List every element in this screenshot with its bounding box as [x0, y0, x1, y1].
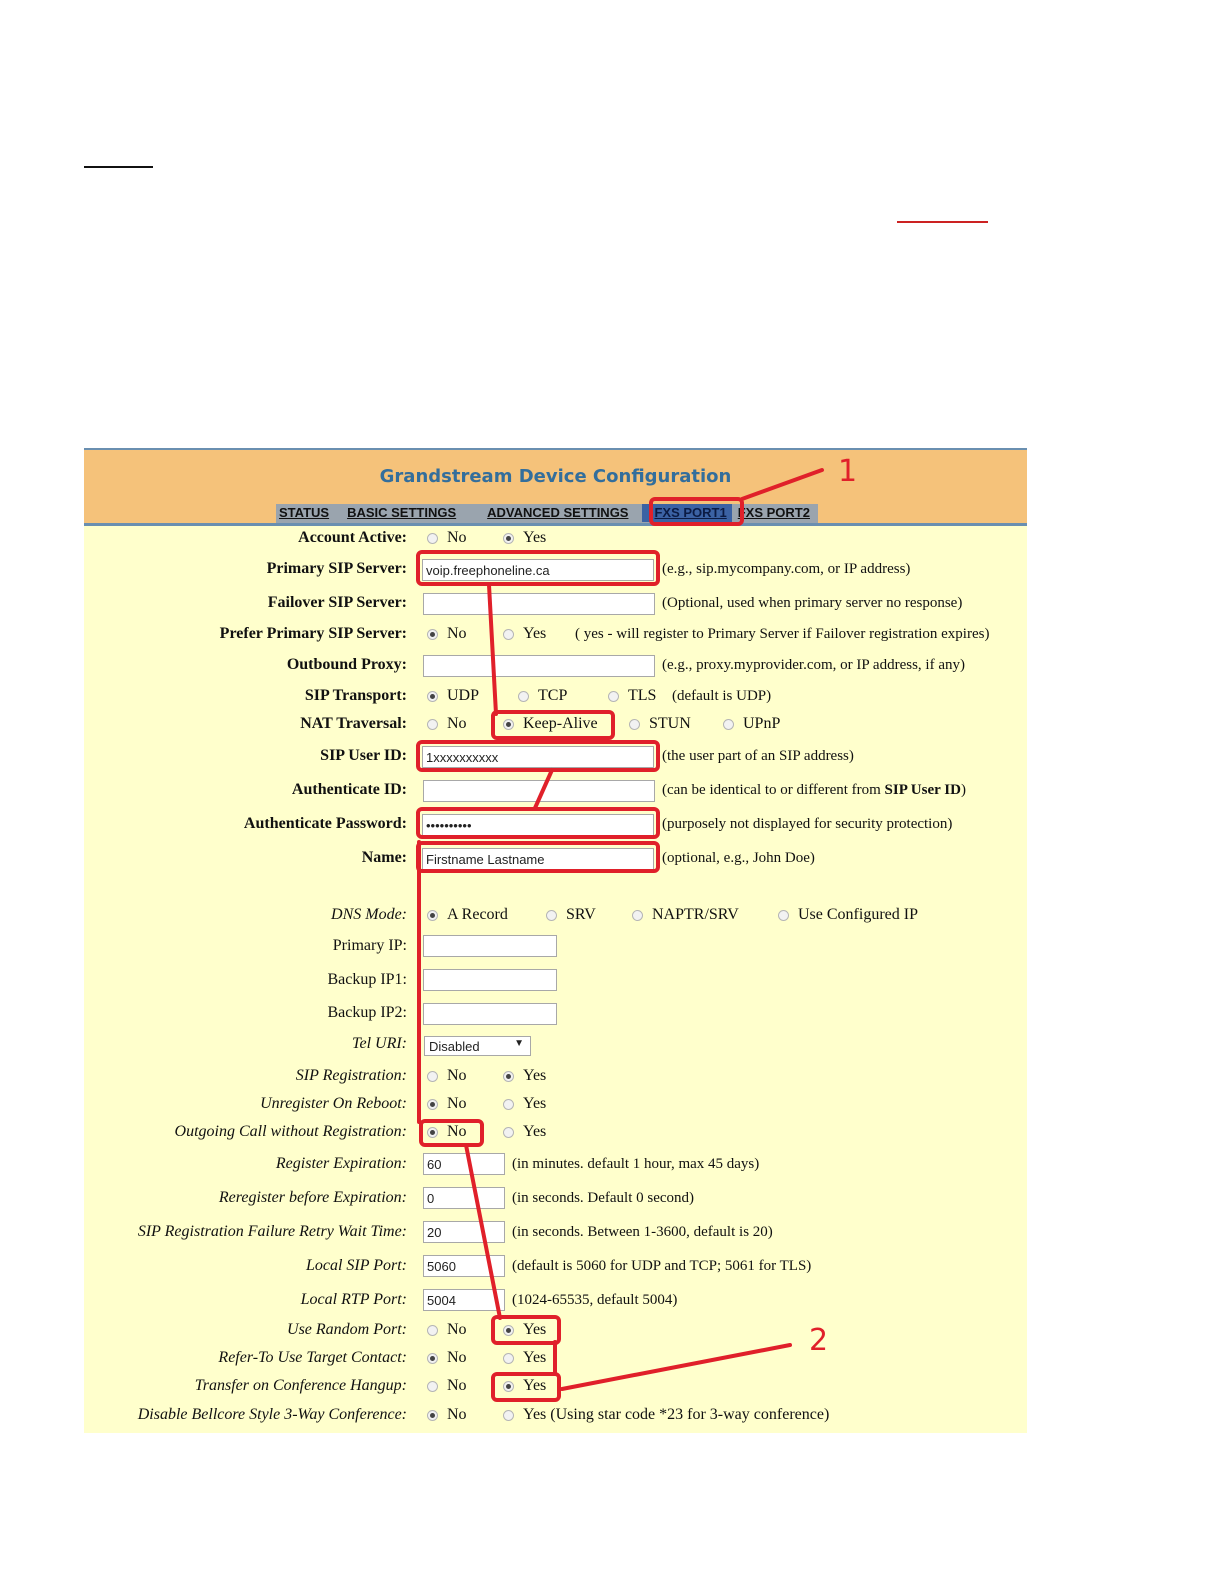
backup-ip2-label: Backup IP2:: [327, 1004, 407, 1021]
page-title: Grandstream Device Configuration: [379, 466, 732, 487]
radio-dot: [503, 719, 514, 730]
sip-transport-udp-radio[interactable]: [427, 687, 479, 705]
radio-dot: [503, 1353, 514, 1364]
backup-ip1-input[interactable]: [423, 969, 557, 991]
dns-mode-srv-radio[interactable]: [546, 906, 596, 924]
annotation-marker-2: 2: [809, 1323, 829, 1358]
transfer-hangup-label: Transfer on Conference Hangup:: [194, 1377, 407, 1394]
nat-traversal-keepalive-radio[interactable]: [503, 715, 598, 733]
tel-uri-label: Tel URI:: [352, 1035, 407, 1052]
radio-label: No: [447, 1123, 467, 1140]
reregister-input[interactable]: 0: [423, 1187, 505, 1209]
sip-registration-yes-radio[interactable]: [503, 1067, 546, 1085]
hint-bold-text: SIP User ID: [884, 782, 961, 798]
radio-dot: [503, 1325, 514, 1336]
primary-sip-server-hint: (e.g., sip.mycompany.com, or IP address): [662, 561, 911, 577]
radio-label: No: [447, 1095, 467, 1112]
radio-label: Yes (Using star code *23 for 3-way conference): [523, 1406, 830, 1423]
transfer-hangup-no-radio[interactable]: [427, 1377, 467, 1395]
sip-registration-no-radio[interactable]: [427, 1067, 467, 1085]
backup-ip1-label: Backup IP1:: [327, 971, 407, 988]
bellcore-yes-radio[interactable]: [503, 1406, 829, 1424]
radio-dot: [778, 910, 789, 921]
name-label: Name:: [361, 849, 407, 866]
radio-label: No: [447, 1406, 467, 1423]
authenticate-id-input[interactable]: [423, 780, 655, 802]
authenticate-password-hint: (purposely not displayed for security protection): [662, 816, 953, 832]
radio-dot: [518, 691, 529, 702]
radio-label: STUN: [649, 715, 691, 732]
tab-fxs-port2[interactable]: FXS PORT2: [737, 505, 810, 520]
local-rtp-port-input[interactable]: 5004: [423, 1289, 505, 1311]
radio-dot: [608, 691, 619, 702]
nat-traversal-stun-radio[interactable]: [629, 715, 691, 733]
transfer-hangup-yes-radio[interactable]: [503, 1377, 546, 1395]
sip-transport-tcp-radio[interactable]: [518, 687, 567, 705]
nav-tabs: [276, 504, 818, 523]
radio-dot: [427, 1127, 438, 1138]
primary-ip-input[interactable]: [423, 935, 557, 957]
radio-label: A Record: [447, 906, 508, 923]
prefer-primary-hint: ( yes - will register to Primary Server if Failover registration expires): [575, 626, 990, 642]
prefer-primary-label: Prefer Primary SIP Server:: [219, 625, 407, 642]
sip-transport-tls-radio[interactable]: [608, 687, 656, 705]
radio-label: Yes: [523, 1123, 547, 1140]
radio-dot: [503, 1381, 514, 1392]
local-sip-port-label: Local SIP Port:: [305, 1257, 407, 1274]
backup-ip2-input[interactable]: [423, 1003, 557, 1025]
account-active-label: Account Active:: [298, 529, 407, 546]
radio-dot: [546, 910, 557, 921]
tab-status[interactable]: STATUS: [279, 505, 330, 520]
radio-label: Yes: [523, 1349, 547, 1366]
retry-wait-label: SIP Registration Failure Retry Wait Time:: [137, 1223, 407, 1240]
outgoing-without-reg-label: Outgoing Call without Registration:: [174, 1123, 407, 1140]
dns-mode-configured-ip-radio[interactable]: [778, 906, 918, 924]
hint-text: (can be identical to or different from: [662, 782, 885, 798]
radio-dot: [503, 1099, 514, 1110]
disable-bellcore-label: Disable Bellcore Style 3-Way Conference:: [137, 1406, 407, 1423]
prefer-primary-yes-radio[interactable]: [503, 625, 546, 643]
dns-mode-a-record-radio[interactable]: [427, 906, 508, 924]
primary-sip-server-label: Primary SIP Server:: [266, 560, 407, 577]
radio-dot: [427, 910, 438, 921]
radio-label: No: [447, 1321, 467, 1338]
unregister-yes-radio[interactable]: [503, 1095, 546, 1113]
radio-dot: [503, 629, 514, 640]
radio-dot: [723, 719, 734, 730]
failover-sip-server-label: Failover SIP Server:: [267, 594, 407, 611]
local-rtp-port-label: Local RTP Port:: [300, 1291, 407, 1308]
refer-to-label: Refer-To Use Target Contact:: [218, 1349, 407, 1366]
name-hint: (optional, e.g., John Doe): [662, 850, 815, 866]
radio-dot: [629, 719, 640, 730]
radio-label: Yes: [523, 1321, 547, 1338]
radio-label: TCP: [538, 687, 568, 704]
radio-label: Yes: [523, 529, 547, 546]
local-sip-port-hint: (default is 5060 for UDP and TCP; 5061 for TLS): [512, 1258, 812, 1274]
radio-label: Yes: [523, 625, 547, 642]
account-active-yes-radio[interactable]: [503, 529, 546, 547]
radio-dot: [427, 1381, 438, 1392]
radio-label: No: [447, 625, 467, 642]
register-expiration-label: Register Expiration:: [275, 1155, 407, 1172]
radio-dot: [427, 629, 438, 640]
sip-user-id-label: SIP User ID:: [320, 747, 407, 764]
local-sip-port-input[interactable]: 5060: [423, 1255, 505, 1277]
unregister-on-reboot-label: Unregister On Reboot:: [260, 1095, 407, 1112]
prefer-primary-no-radio[interactable]: [427, 625, 467, 643]
radio-label: UPnP: [743, 715, 781, 732]
select-value: Disabled: [429, 1039, 480, 1054]
sip-transport-label: SIP Transport:: [304, 687, 407, 704]
primary-sip-server-input[interactable]: voip.freephoneline.ca: [422, 559, 654, 581]
bellcore-no-radio[interactable]: [427, 1406, 467, 1424]
header-divider: [84, 523, 1027, 526]
radio-dot: [427, 691, 438, 702]
radio-dot: [427, 1071, 438, 1082]
sip-transport-hint: (default is UDP): [672, 688, 772, 704]
dns-mode-naptr-srv-radio[interactable]: [632, 906, 739, 924]
outbound-proxy-label: Outbound Proxy:: [286, 656, 407, 673]
outgoing-without-reg-yes-radio[interactable]: [503, 1123, 546, 1141]
radio-label: Yes: [523, 1095, 547, 1112]
radio-dot: [427, 1099, 438, 1110]
primary-ip-label: Primary IP:: [332, 937, 407, 954]
radio-dot: [503, 1127, 514, 1138]
radio-dot: [503, 1071, 514, 1082]
radio-label: Use Configured IP: [798, 906, 918, 923]
account-active-no-radio[interactable]: [427, 529, 467, 547]
outbound-proxy-hint: (e.g., proxy.myprovider.com, or IP address, if any): [662, 657, 965, 673]
random-port-no-radio[interactable]: [427, 1321, 467, 1339]
radio-dot: [503, 1410, 514, 1421]
radio-label: No: [447, 1067, 467, 1084]
radio-label: SRV: [566, 906, 596, 923]
radio-label: UDP: [447, 687, 480, 704]
radio-dot: [427, 719, 438, 730]
tab-basic-settings[interactable]: BASIC SETTINGS: [347, 505, 457, 520]
tab-advanced-settings[interactable]: ADVANCED SETTINGS: [487, 505, 629, 520]
authenticate-password-input[interactable]: ••••••••••: [422, 814, 654, 836]
radio-label: Yes: [523, 1377, 547, 1394]
tel-uri-select[interactable]: [424, 1036, 531, 1056]
radio-label: TLS: [628, 687, 657, 704]
random-port-yes-radio[interactable]: [503, 1321, 546, 1339]
register-expiration-hint: (in minutes. default 1 hour, max 45 days): [512, 1156, 760, 1172]
dropdown-arrow-icon: ▼: [514, 1038, 524, 1049]
radio-dot: [427, 1353, 438, 1364]
refer-to-yes-radio[interactable]: [503, 1349, 546, 1367]
use-random-port-label: Use Random Port:: [287, 1321, 407, 1338]
config-panel: [84, 448, 1027, 1433]
authenticate-password-label: Authenticate Password:: [243, 815, 407, 832]
doc-underline-link: [897, 221, 988, 223]
doc-underline-1: [84, 166, 153, 168]
unregister-no-radio[interactable]: [427, 1095, 467, 1113]
outgoing-without-reg-no-radio[interactable]: [427, 1123, 467, 1141]
nat-traversal-upnp-radio[interactable]: [723, 715, 780, 733]
failover-sip-server-hint: (Optional, used when primary server no response): [662, 595, 963, 611]
radio-dot: [632, 910, 643, 921]
radio-dot: [427, 1325, 438, 1336]
authenticate-id-hint: [662, 782, 966, 799]
radio-label: No: [447, 529, 467, 546]
reregister-label: Reregister before Expiration:: [218, 1189, 407, 1206]
dns-mode-label: DNS Mode:: [331, 906, 407, 923]
tab-fxs-port1[interactable]: FXS PORT1: [642, 504, 731, 522]
radio-dot: [427, 1410, 438, 1421]
radio-label: NAPTR/SRV: [652, 906, 739, 923]
authenticate-id-label: Authenticate ID:: [291, 781, 407, 798]
refer-to-no-radio[interactable]: [427, 1349, 467, 1367]
sip-registration-label: SIP Registration:: [295, 1067, 407, 1084]
reregister-hint: (in seconds. Default 0 second): [512, 1190, 695, 1206]
annotation-marker-1: 1: [838, 454, 858, 489]
config-header: [84, 448, 1027, 523]
retry-wait-input[interactable]: 20: [423, 1221, 505, 1243]
radio-label: No: [447, 1377, 467, 1394]
radio-label: Keep-Alive: [523, 715, 598, 732]
hint-text: ): [960, 782, 966, 798]
radio-label: Yes: [523, 1067, 547, 1084]
sip-user-id-hint: (the user part of an SIP address): [662, 748, 854, 764]
nat-traversal-label: NAT Traversal:: [300, 715, 407, 732]
radio-dot: [503, 533, 514, 544]
sip-user-id-input[interactable]: 1xxxxxxxxxx: [422, 746, 654, 768]
retry-wait-hint: (in seconds. Between 1-3600, default is 20): [512, 1224, 773, 1240]
radio-label: No: [447, 1349, 467, 1366]
local-rtp-port-hint: (1024-65535, default 5004): [512, 1292, 678, 1308]
failover-sip-server-input[interactable]: [423, 593, 655, 615]
register-expiration-input[interactable]: 60: [423, 1153, 505, 1175]
nat-traversal-no-radio[interactable]: [427, 715, 467, 733]
outbound-proxy-input[interactable]: [423, 655, 655, 677]
radio-dot: [427, 533, 438, 544]
radio-label: No: [447, 715, 467, 732]
name-input[interactable]: Firstname Lastname: [422, 848, 654, 870]
